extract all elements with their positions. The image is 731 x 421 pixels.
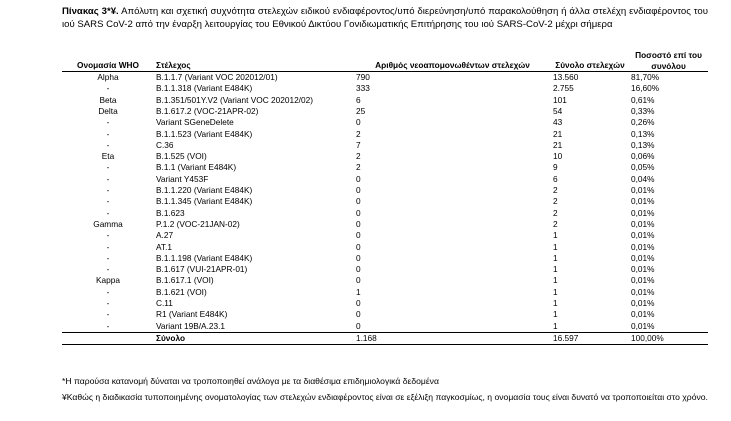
cell-strain: AT.1 [156,241,172,252]
table-row [62,208,708,219]
cell-who-name: - [106,162,110,173]
table-row [62,162,708,173]
cell-percent: 0,01% [631,185,655,196]
cell-percent: 0,01% [631,264,655,275]
cell-percent: 0,13% [631,139,655,150]
total-cell-percent: 100,00% [629,332,708,344]
cell-sequenced: 7 [356,139,361,150]
cell-sequenced: 6 [356,94,361,105]
cell-total: 2 [553,185,558,196]
cell-total: 21 [553,128,563,139]
cell-who-name: - [106,117,110,128]
cell-percent: 0,13% [631,128,655,139]
cell-total: 13.560 [553,72,579,83]
cell-total: 1 [553,252,558,263]
cell-sequenced: 0 [356,173,361,184]
cell-percent: 0,33% [631,105,655,116]
cell-who-name: Kappa [96,275,120,286]
cell-strain: B.1.525 (VOI) [156,151,207,162]
cell-total: 1 [553,286,558,297]
cell-percent: 0,61% [631,94,655,105]
cell-who-name: - [106,185,110,196]
cell-percent: 0,01% [631,286,655,297]
cell-total: 1 [553,264,558,275]
cell-strain: B.1.617 (VUI-21APR-01) [156,264,248,275]
table-row [62,196,708,207]
table-row [62,241,708,252]
cell-sequenced: 2 [356,162,361,173]
table-row [62,230,708,241]
cell-percent: 0,01% [631,275,655,286]
cell-sequenced: 1 [356,286,361,297]
cell-percent: 0,05% [631,162,655,173]
cell-total: 2 [553,207,558,218]
cell-strain: B.1.1 (Variant E484K) [156,162,237,173]
cell-strain: B.1.621 (VOI) [156,286,207,297]
table-row [62,219,708,230]
cell-strain: R1 (Variant E484K) [156,309,228,320]
cell-percent: 0,01% [631,207,655,218]
table-row [62,309,708,320]
total-cell-sequenced: 1.168 [354,332,551,344]
cell-strain: Variant SGeneDelete [156,117,234,128]
cell-strain: B.1.623 [156,207,185,218]
cell-total: 2 [553,196,558,207]
cell-who-name: - [106,297,110,308]
cell-who-name: - [106,128,110,139]
cell-strain: C.11 [156,297,173,308]
cell-total: 1 [553,275,558,286]
caption-text: Απόλυτη και σχετική συχνότητα στελεχών ειδικού ενδιαφέροντος/υπό διερεύνηση/υπό παρακολούθηση ή άλλα στελέχη ενδιαφέροντος του ιού SARS CoV-2 από την έναρξη λειτουργίας του Εθνικού Δικτύου Γονιδιωματικής Επιτήρησης του ιού SARS-CoV-2 μέχρι σήμερα [62,6,709,30]
cell-who-name: Delta [98,105,118,116]
cell-strain: P.1.2 (VOC-21JAN-02) [156,218,240,229]
cell-percent: 0,01% [631,241,655,252]
table-total-row [62,332,708,344]
cell-sequenced: 0 [356,185,361,196]
header-percent: Ποσοστό επί του συνόλου [629,48,708,72]
cell-who-name: - [106,230,110,241]
footnote-asterisk: *Η παρούσα κατανομή δύναται να τροποποιηθεί ανάλογα με τα διαθέσιμα επιδημιολογικά δεδομένα [62,376,439,386]
cell-total: 54 [553,105,563,116]
cell-who-name: Gamma [93,218,123,229]
total-cell-total: 16.597 [551,332,629,344]
cell-percent: 0,01% [631,218,655,229]
cell-percent: 0,01% [631,196,655,207]
cell-percent: 0,01% [631,230,655,241]
cell-percent: 0,01% [631,309,655,320]
cell-sequenced: 0 [356,264,361,275]
cell-total: 101 [553,94,567,105]
cell-strain: B.1.1.345 (Variant E484K) [156,196,253,207]
cell-strain: B.1.617.2 (VOC-21APR-02) [156,105,259,116]
cell-sequenced: 0 [356,252,361,263]
cell-sequenced: 0 [356,320,361,331]
cell-who-name: Alpha [97,72,119,83]
table-row [62,264,708,275]
cell-strain: Variant Y453F [156,173,209,184]
header-who-name: Ονομασία WHO [62,48,154,72]
cell-sequenced: 25 [356,105,366,116]
cell-sequenced: 2 [356,151,361,162]
cell-sequenced: 2 [356,128,361,139]
cell-total: 1 [553,320,558,331]
cell-who-name: - [106,196,110,207]
cell-total: 1 [553,230,558,241]
cell-total: 9 [553,162,558,173]
cell-total: 10 [553,151,563,162]
cell-who-name: Eta [101,151,115,162]
cell-sequenced: 0 [356,275,361,286]
cell-total: 6 [553,173,558,184]
table-row [62,83,708,94]
cell-who-name: - [106,320,110,331]
cell-percent: 81,70% [631,72,660,83]
cell-who-name: - [106,309,110,320]
table-row [62,321,708,333]
table-row [62,253,708,264]
cell-sequenced: 0 [356,218,361,229]
cell-strain: B.1.1.7 (Variant VOC 202012/01) [156,72,278,83]
cell-sequenced: 0 [356,309,361,320]
cell-who-name: Beta [99,94,117,105]
table-row [62,140,708,151]
cell-who-name: - [106,252,110,263]
cell-percent: 0,06% [631,151,655,162]
table-row [62,174,708,185]
caption-label: Πίνακας 3*¥. [62,6,119,17]
cell-sequenced: 0 [356,230,361,241]
table-row [62,117,708,128]
header-strain: Στέλεχος [154,48,354,72]
cell-percent: 0,01% [631,320,655,331]
cell-strain: B.1.1.198 (Variant E484K) [156,252,253,263]
cell-who-name: - [106,83,110,94]
table-row [62,151,708,162]
cell-strain: B.1.351/501Y.V2 (Variant VOC 202012/02) [156,94,313,105]
cell-strain: C.36 [156,139,174,150]
table-row [62,95,708,106]
cell-total: 2 [553,218,558,229]
footnote-yen: ¥Καθώς η διαδικασία τυποποιημένης ονοματολογίας των στελεχών ενδιαφέροντος είναι σε εξέλιξη παγκοσμίως, η ονομασία τους είναι δυνατό να τροποποιείται στο χρόνο. [62,392,708,402]
cell-percent: 0,04% [631,173,655,184]
cell-total: 2.755 [553,83,574,94]
cell-percent: 0,01% [631,252,655,263]
cell-who-name: - [106,139,110,150]
table-body [62,72,708,345]
cell-who-name: - [106,173,110,184]
table-row [62,287,708,298]
cell-strain: A.27 [156,230,174,241]
table-row [62,298,708,309]
table-row [62,275,708,286]
cell-strain: B.1.1.220 (Variant E484K) [156,185,253,196]
cell-total: 43 [553,117,563,128]
cell-sequenced: 0 [356,196,361,207]
cell-strain: Variant 19B/A.23.1 [156,320,226,331]
variants-table [62,48,708,345]
table-row [62,72,708,84]
cell-percent: 0,26% [631,117,655,128]
table-header-row [62,48,708,72]
cell-percent: 16,60% [631,83,660,94]
header-total: Σύνολο στελεχών [551,48,629,72]
header-sequenced: Αριθμός νεοαπομονωθέντων στελεχών [354,48,551,72]
table-row [62,106,708,117]
cell-strain: B.1.617.1 (VOI) [156,275,214,286]
table-row [62,128,708,139]
total-cell-strain: Σύνολο [154,332,354,344]
cell-strain: B.1.1.523 (Variant E484K) [156,128,253,139]
cell-total: 1 [553,241,558,252]
footnotes [62,373,708,405]
cell-sequenced: 0 [356,241,361,252]
cell-who-name: - [106,264,110,275]
cell-strain: B.1.1.318 (Variant E484K) [156,83,253,94]
cell-sequenced: 0 [356,117,361,128]
cell-total: 21 [553,139,563,150]
total-cell-who-name [62,332,154,344]
cell-who-name: - [106,286,110,297]
cell-sequenced: 0 [356,207,361,218]
cell-sequenced: 790 [356,72,370,83]
cell-sequenced: 333 [356,83,370,94]
cell-sequenced: 0 [356,297,361,308]
cell-total: 1 [553,297,558,308]
cell-who-name: - [106,241,110,252]
cell-total: 1 [553,309,558,320]
table-caption [62,5,708,31]
cell-who-name: - [106,207,110,218]
table-row [62,185,708,196]
cell-percent: 0,01% [631,297,655,308]
